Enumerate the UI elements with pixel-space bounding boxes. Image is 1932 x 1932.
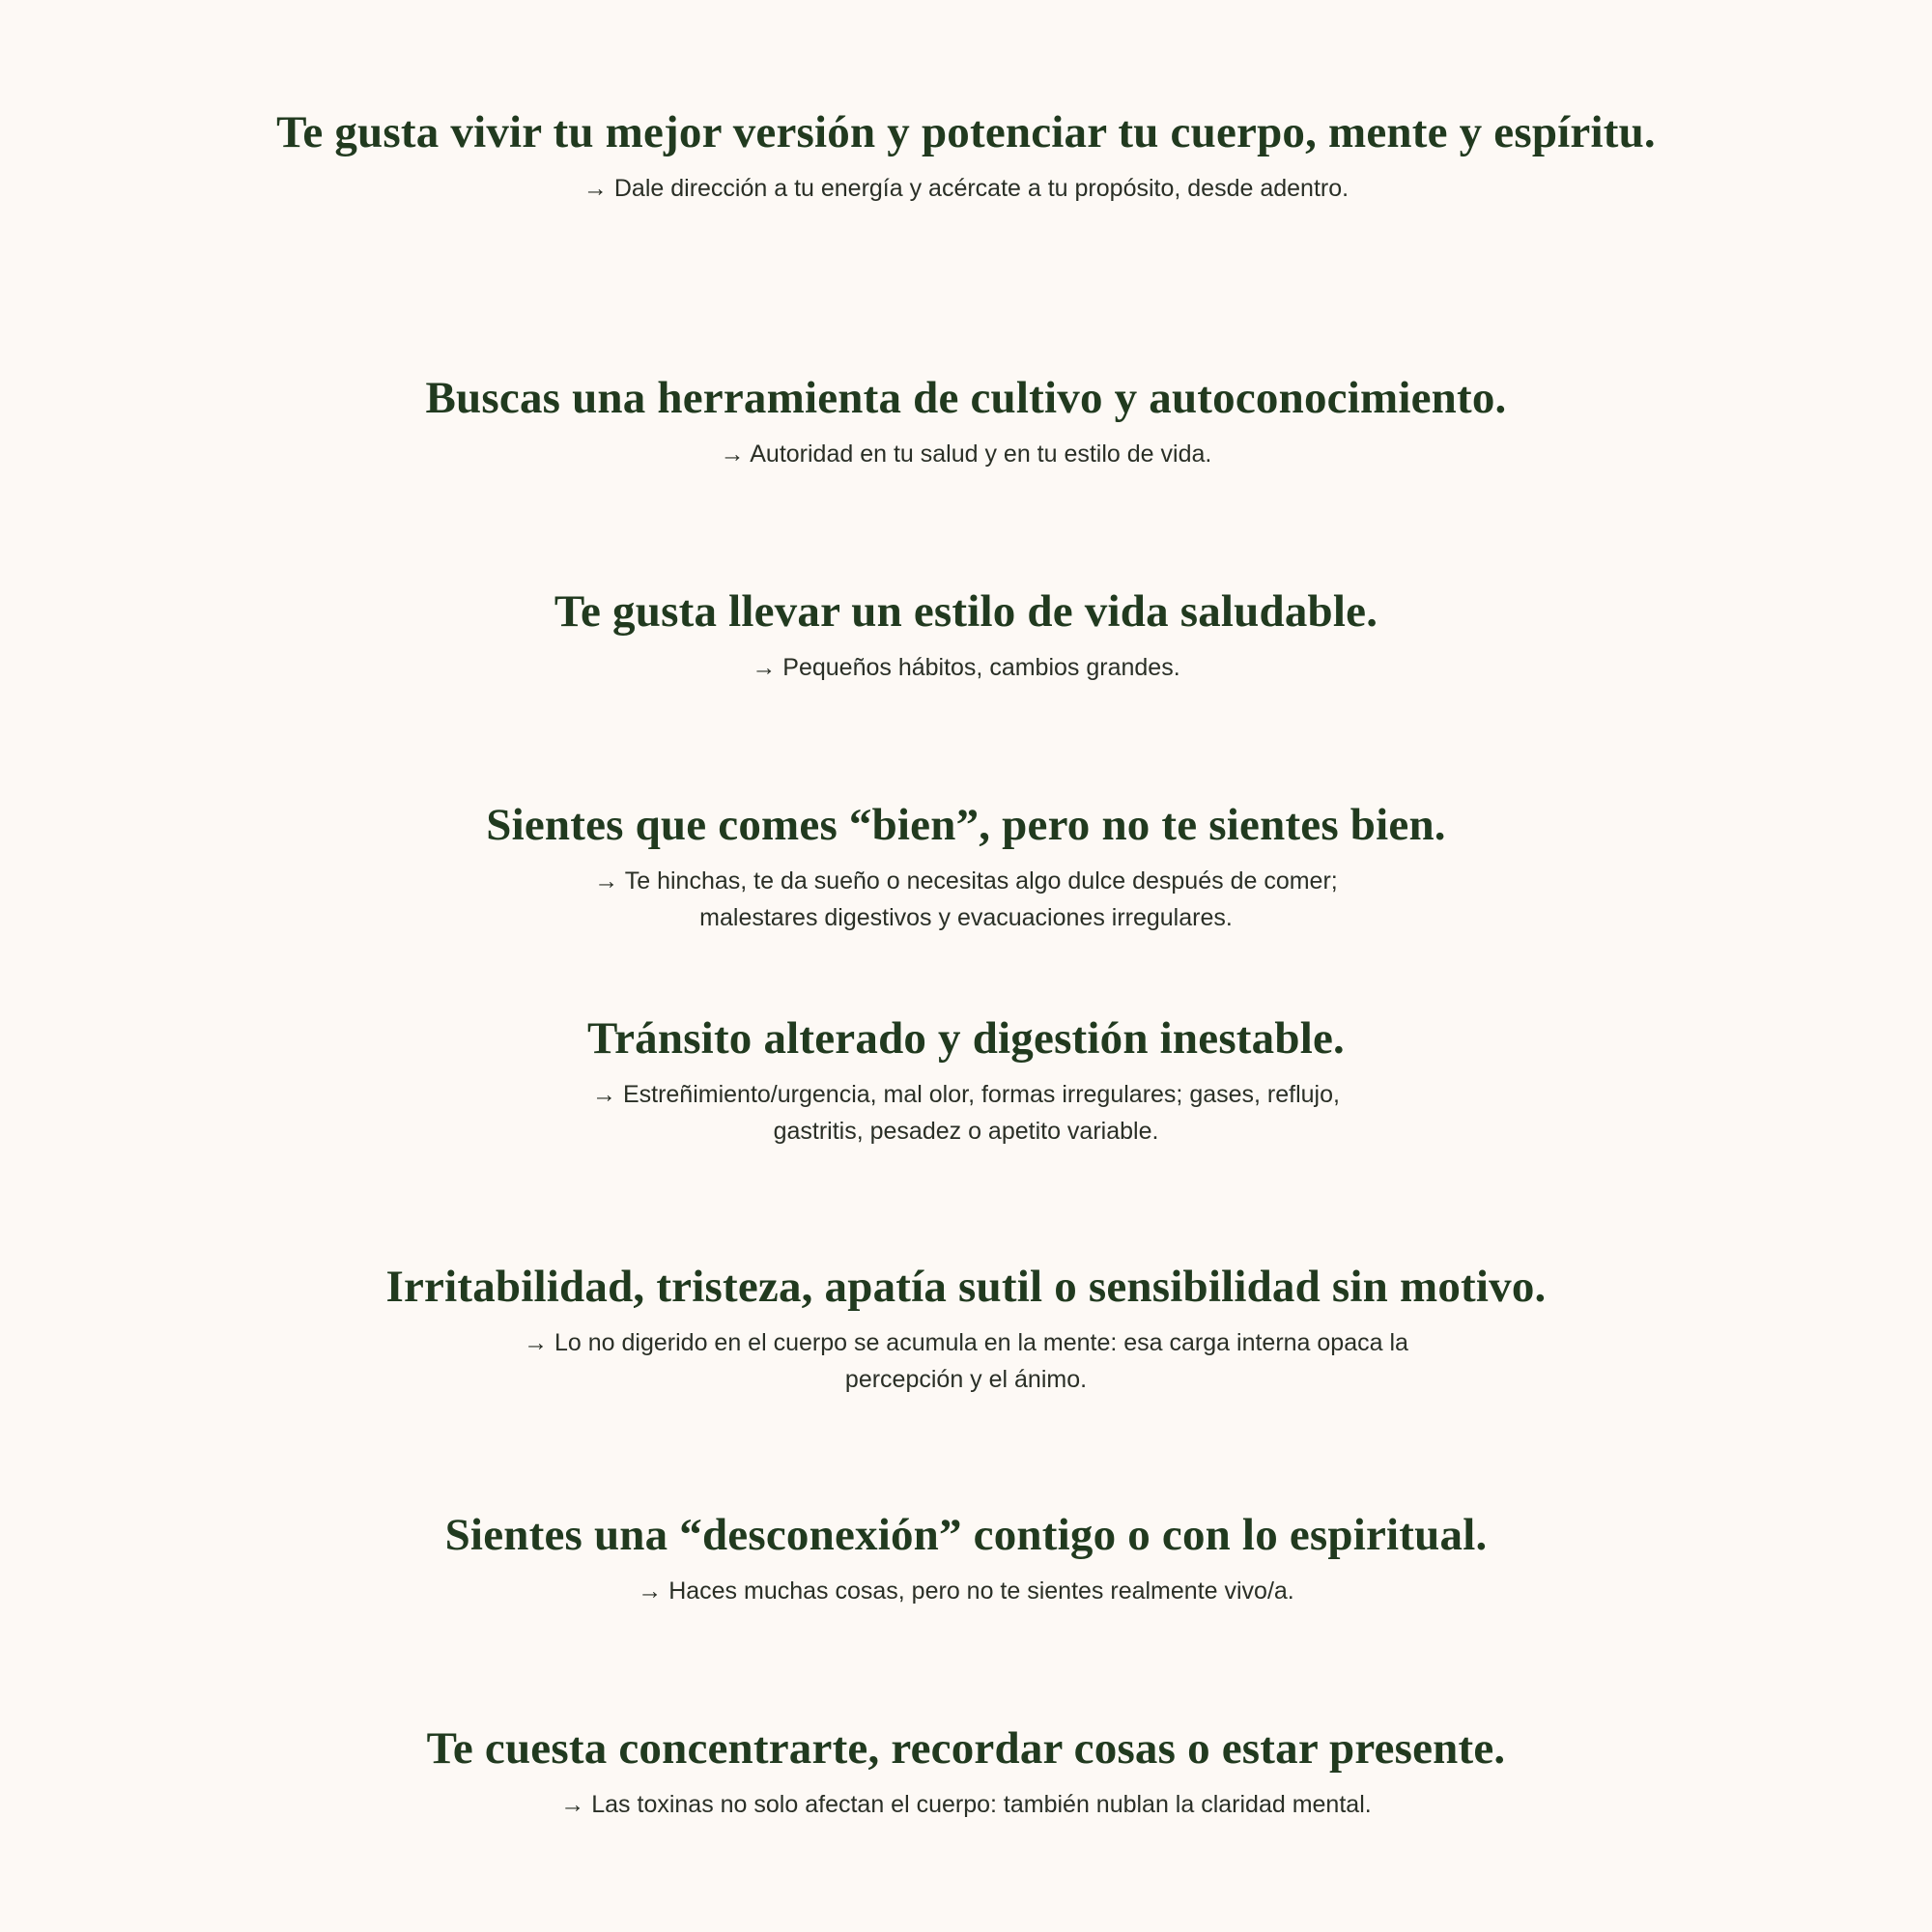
benefit-item — [242, 1259, 1690, 1398]
description-line: → Lo no digerido en el cuerpo se acumula en la mente: esa carga interna opaca la — [524, 1329, 1408, 1356]
item-description — [473, 1076, 1459, 1150]
description-line: → Estreñimiento/urgencia, mal olor, formas irregulares; gases, reflujo, — [592, 1081, 1340, 1108]
description-line: → Las toxinas no solo afectan el cuerpo: también nublan la claridad mental. — [560, 1791, 1372, 1818]
benefit-item — [242, 1720, 1690, 1823]
description-line: → Dale dirección a tu energía y acércate a tu propósito, desde adentro. — [582, 175, 1350, 202]
description-line: gastritis, pesadez o apetito variable. — [773, 1118, 1159, 1145]
item-heading: Buscas una herramienta de cultivo y autoconocimiento. — [425, 373, 1507, 423]
benefit-item — [242, 1507, 1690, 1609]
description-line: malestares digestivos y evacuaciones irregulares. — [699, 904, 1233, 931]
item-heading: Te gusta llevar un estilo de vida saludable. — [554, 586, 1378, 637]
item-description — [473, 863, 1459, 936]
item-description — [242, 649, 1690, 686]
item-description — [242, 436, 1690, 472]
description-line: → Pequeños hábitos, cambios grandes. — [752, 654, 1180, 681]
item-heading: Irritabilidad, tristeza, apatía sutil o sensibilidad sin motivo. — [385, 1262, 1547, 1312]
benefit-item — [242, 370, 1690, 472]
item-heading: Te cuesta concentrarte, recordar cosas o estar presente. — [426, 1723, 1506, 1774]
description-line: → Haces muchas cosas, pero no te sientes realmente vivo/a. — [638, 1577, 1294, 1605]
benefit-item — [242, 1010, 1690, 1150]
benefit-item — [242, 583, 1690, 686]
item-heading: Sientes una “desconexión” contigo o con lo espiritual. — [444, 1510, 1488, 1560]
description-line: → Te hinchas, te da sueño o necesitas algo dulce después de comer; — [594, 867, 1338, 895]
item-heading: Tránsito alterado y digestión inestable. — [587, 1013, 1345, 1064]
description-line: percepción y el ánimo. — [844, 1366, 1088, 1393]
item-description — [242, 1573, 1690, 1609]
item-heading: Te gusta vivir tu mejor versión y potenciar tu cuerpo, mente y espíritu. — [276, 107, 1656, 157]
benefit-item — [242, 797, 1690, 936]
item-description — [242, 170, 1690, 207]
item-description — [242, 1324, 1690, 1398]
item-heading: Sientes que comes “bien”, pero no te sientes bien. — [486, 800, 1446, 850]
benefit-item — [242, 104, 1690, 207]
description-line: → Autoridad en tu salud y en tu estilo de vida. — [720, 440, 1212, 468]
item-description — [242, 1786, 1690, 1823]
